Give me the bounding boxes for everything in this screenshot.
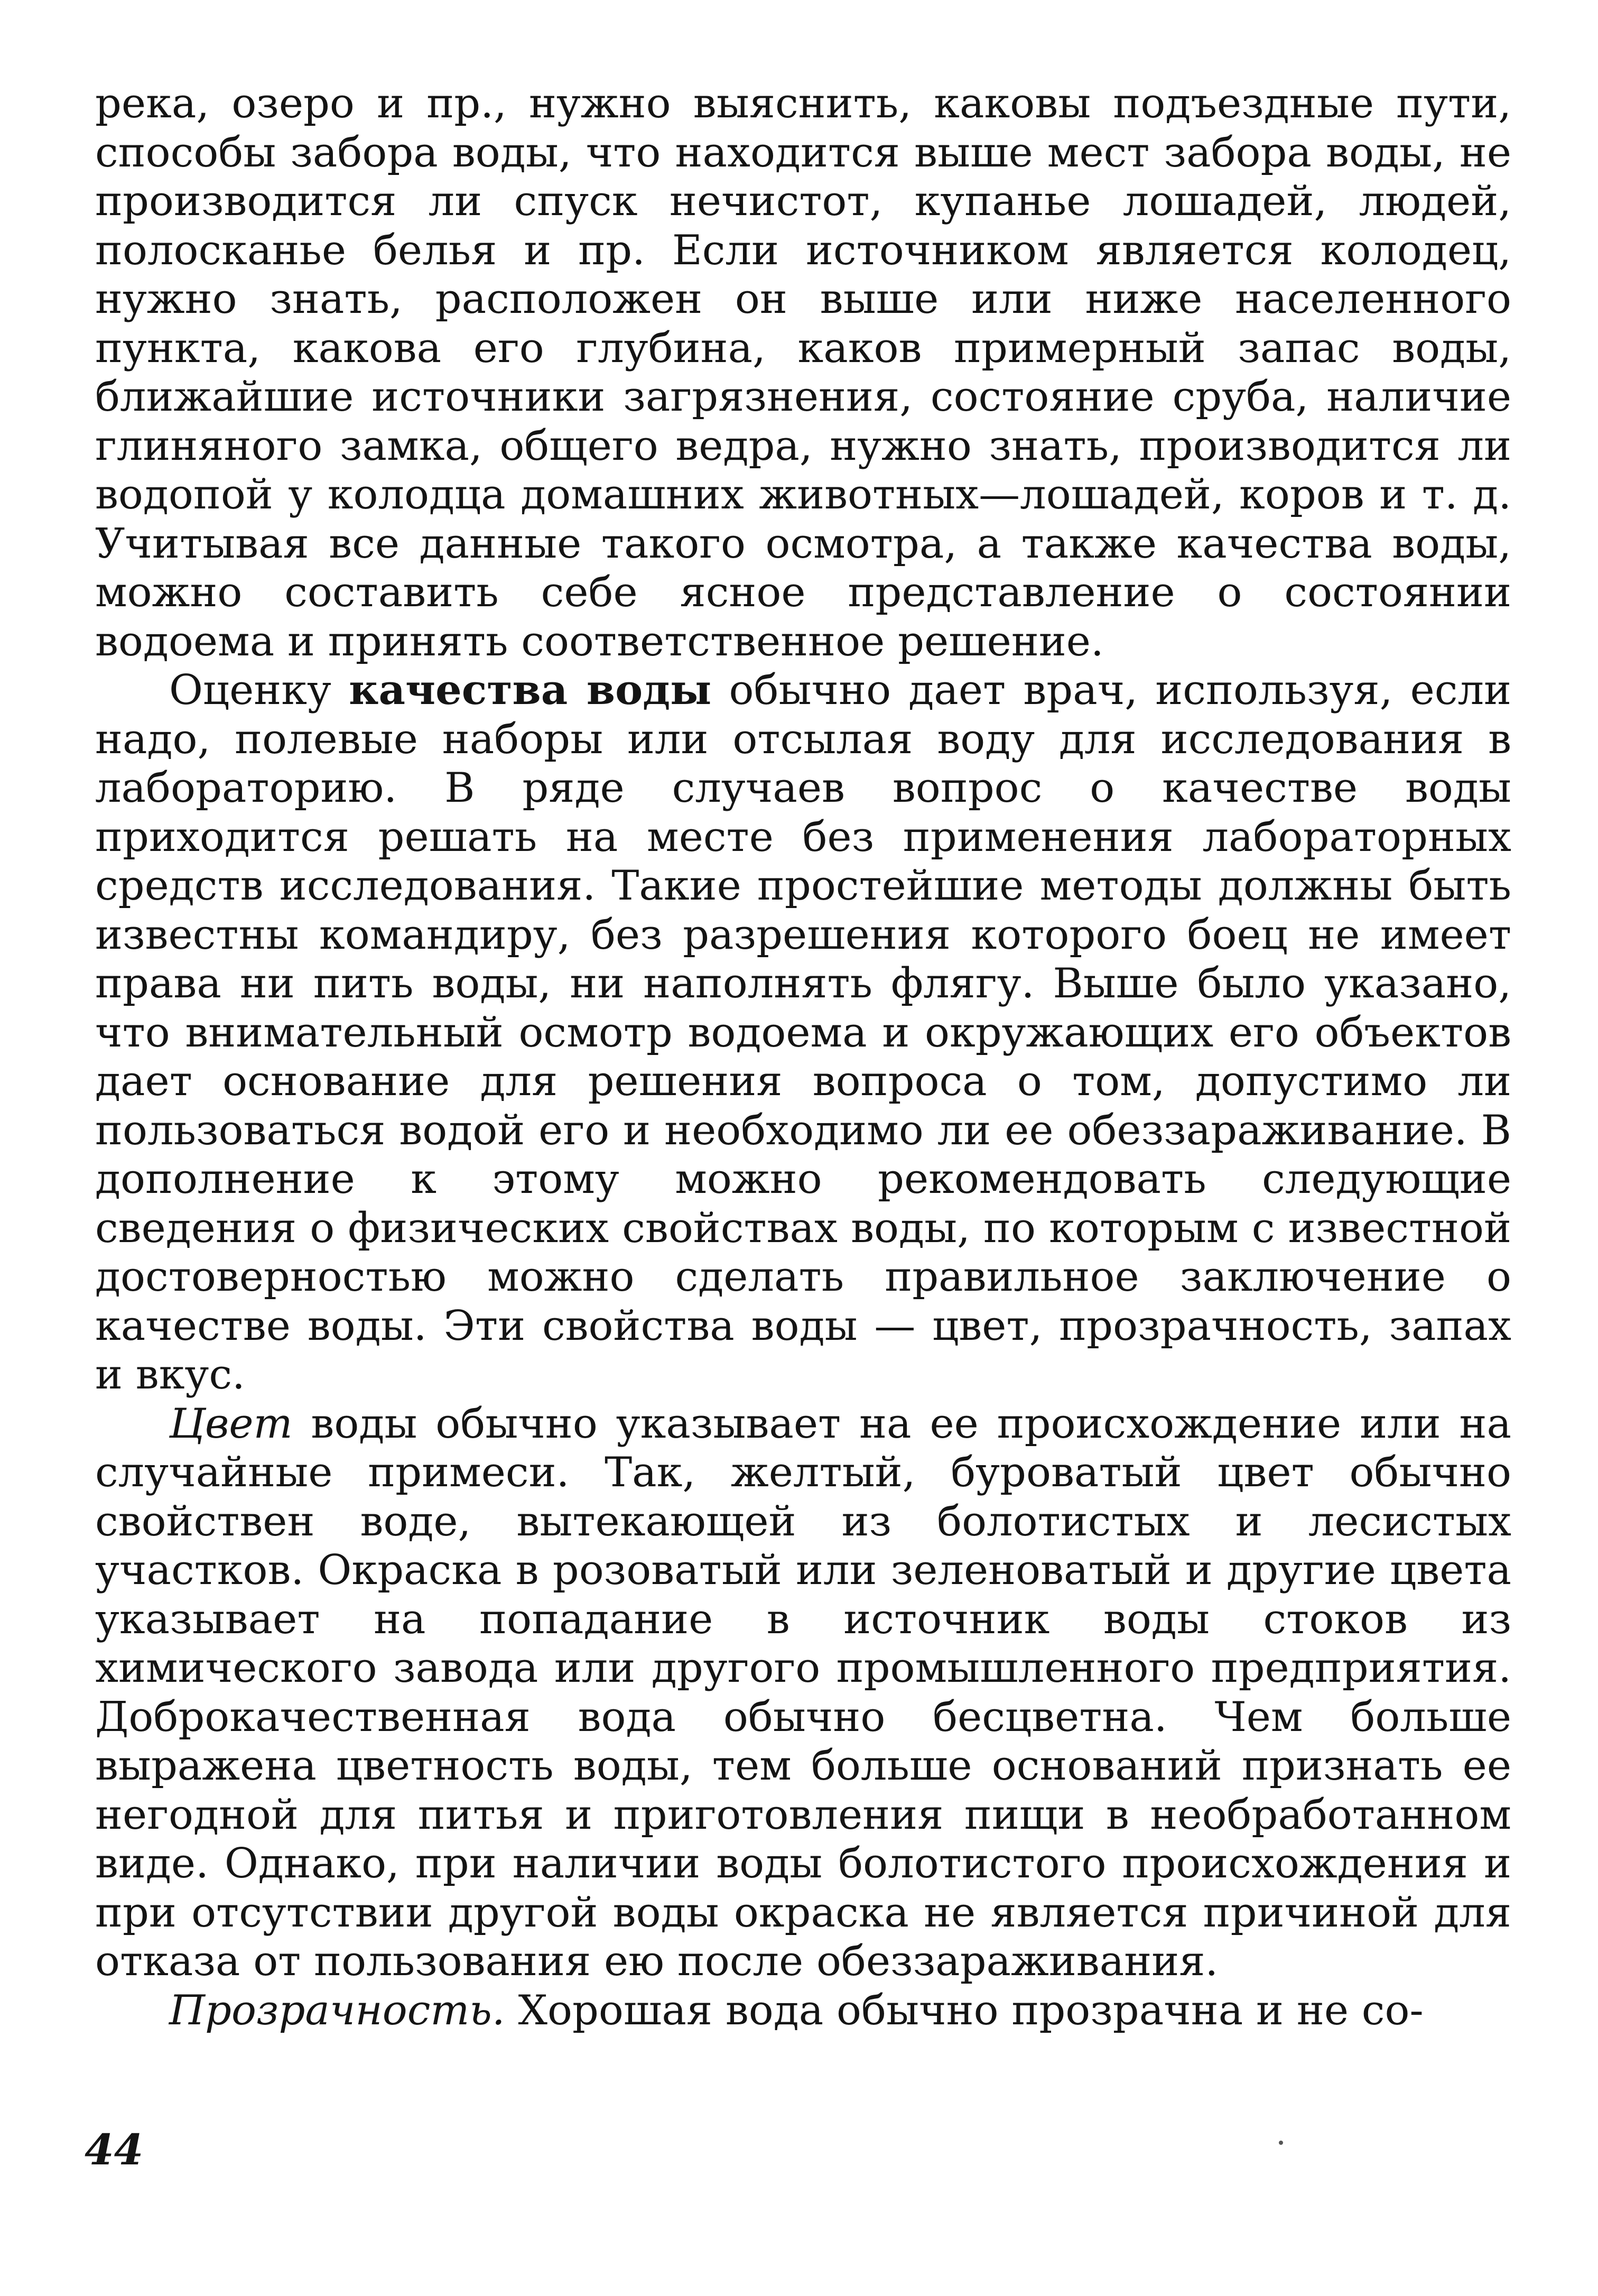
page-body — [95, 79, 1511, 2035]
paragraph-2-text-a: Оценку — [169, 666, 349, 714]
paragraph-4-italic-term: Прозрачность. — [169, 1986, 505, 2034]
paragraph-2-text-b: обычно дает врач, используя, если надо, полевые наборы или отсылая воду для исследования в лабораторию. В ряде случаев вопрос о качестве воды приходится решать на месте без применения лабораторных средств исследования. Такие простейшие методы должны быть известны командиру, без разрешения которого боец не имеет права ни пить воды, ни наполнять флягу. Выше было указано, что внимательный осмотр водоема и окружающих его объектов дает основание для решения вопроса о том, допустимо ли пользоваться водой его и необходимо ли ее обеззараживание. В дополнение к этому можно рекомендовать следующие сведения о физических свойствах воды, по которым с известной достоверностью можно сделать правильное заключение о качестве воды. Эти свойства воды — цвет, прозрачность, запах и вкус. — [95, 666, 1511, 1399]
paragraph-2-bold-term: качества воды — [349, 666, 712, 714]
print-speck — [1279, 2141, 1283, 2145]
paragraph-4-text: Хорошая вода обычно прозрачна и не со- — [505, 1986, 1424, 2034]
paragraph-4 — [95, 1986, 1511, 2035]
paragraph-1-text: река, озеро и пр., нужно выяснить, каковы подъездные пути, способы забора воды, что находится выше мест забора воды, не производится ли спуск нечистот, купанье лошадей, людей, полосканье белья и пр. Если источником является колодец, нужно знать, расположен он выше или ниже населенного пункта, какова его глубина, каков примерный запас воды, ближайшие источники загрязнения, состояние сруба, наличие глиняного замка, общего ведра, нужно знать, производится ли водопой у колодца домашних животных—лошадей, коров и т. д. Учитывая все данные такого осмотра, а также качества воды, можно составить себе ясное представление о состоянии водоема и принять соответственное решение. — [95, 80, 1511, 665]
paragraph-3 — [95, 1400, 1511, 1986]
paragraph-2 — [95, 666, 1511, 1400]
paragraph-3-italic-term: Цвет — [169, 1400, 293, 1448]
paragraph-1 — [95, 79, 1511, 666]
paragraph-3-text: воды обычно указывает на ее происхождение или на случайные примеси. Так, желтый, буроватый цвет обычно свойствен воде, вытекающей из болотистых и лесистых участков. Окраска в розоватый или зеленоватый и другие цвета указывает на попадание в источник воды стоков из химического завода или другого промышленного предприятия. Доброкачественная вода обычно бесцветна. Чем больше выражена цветность воды, тем больше оснований признать ее негодной для питья и приготовления пищи в необработанном виде. Однако, при наличии воды болотистого происхождения и при отсутствии другой воды окраска не является причиной для отказа от пользования ею после обеззараживания. — [95, 1400, 1511, 1985]
page-number: 44 — [85, 2125, 144, 2174]
